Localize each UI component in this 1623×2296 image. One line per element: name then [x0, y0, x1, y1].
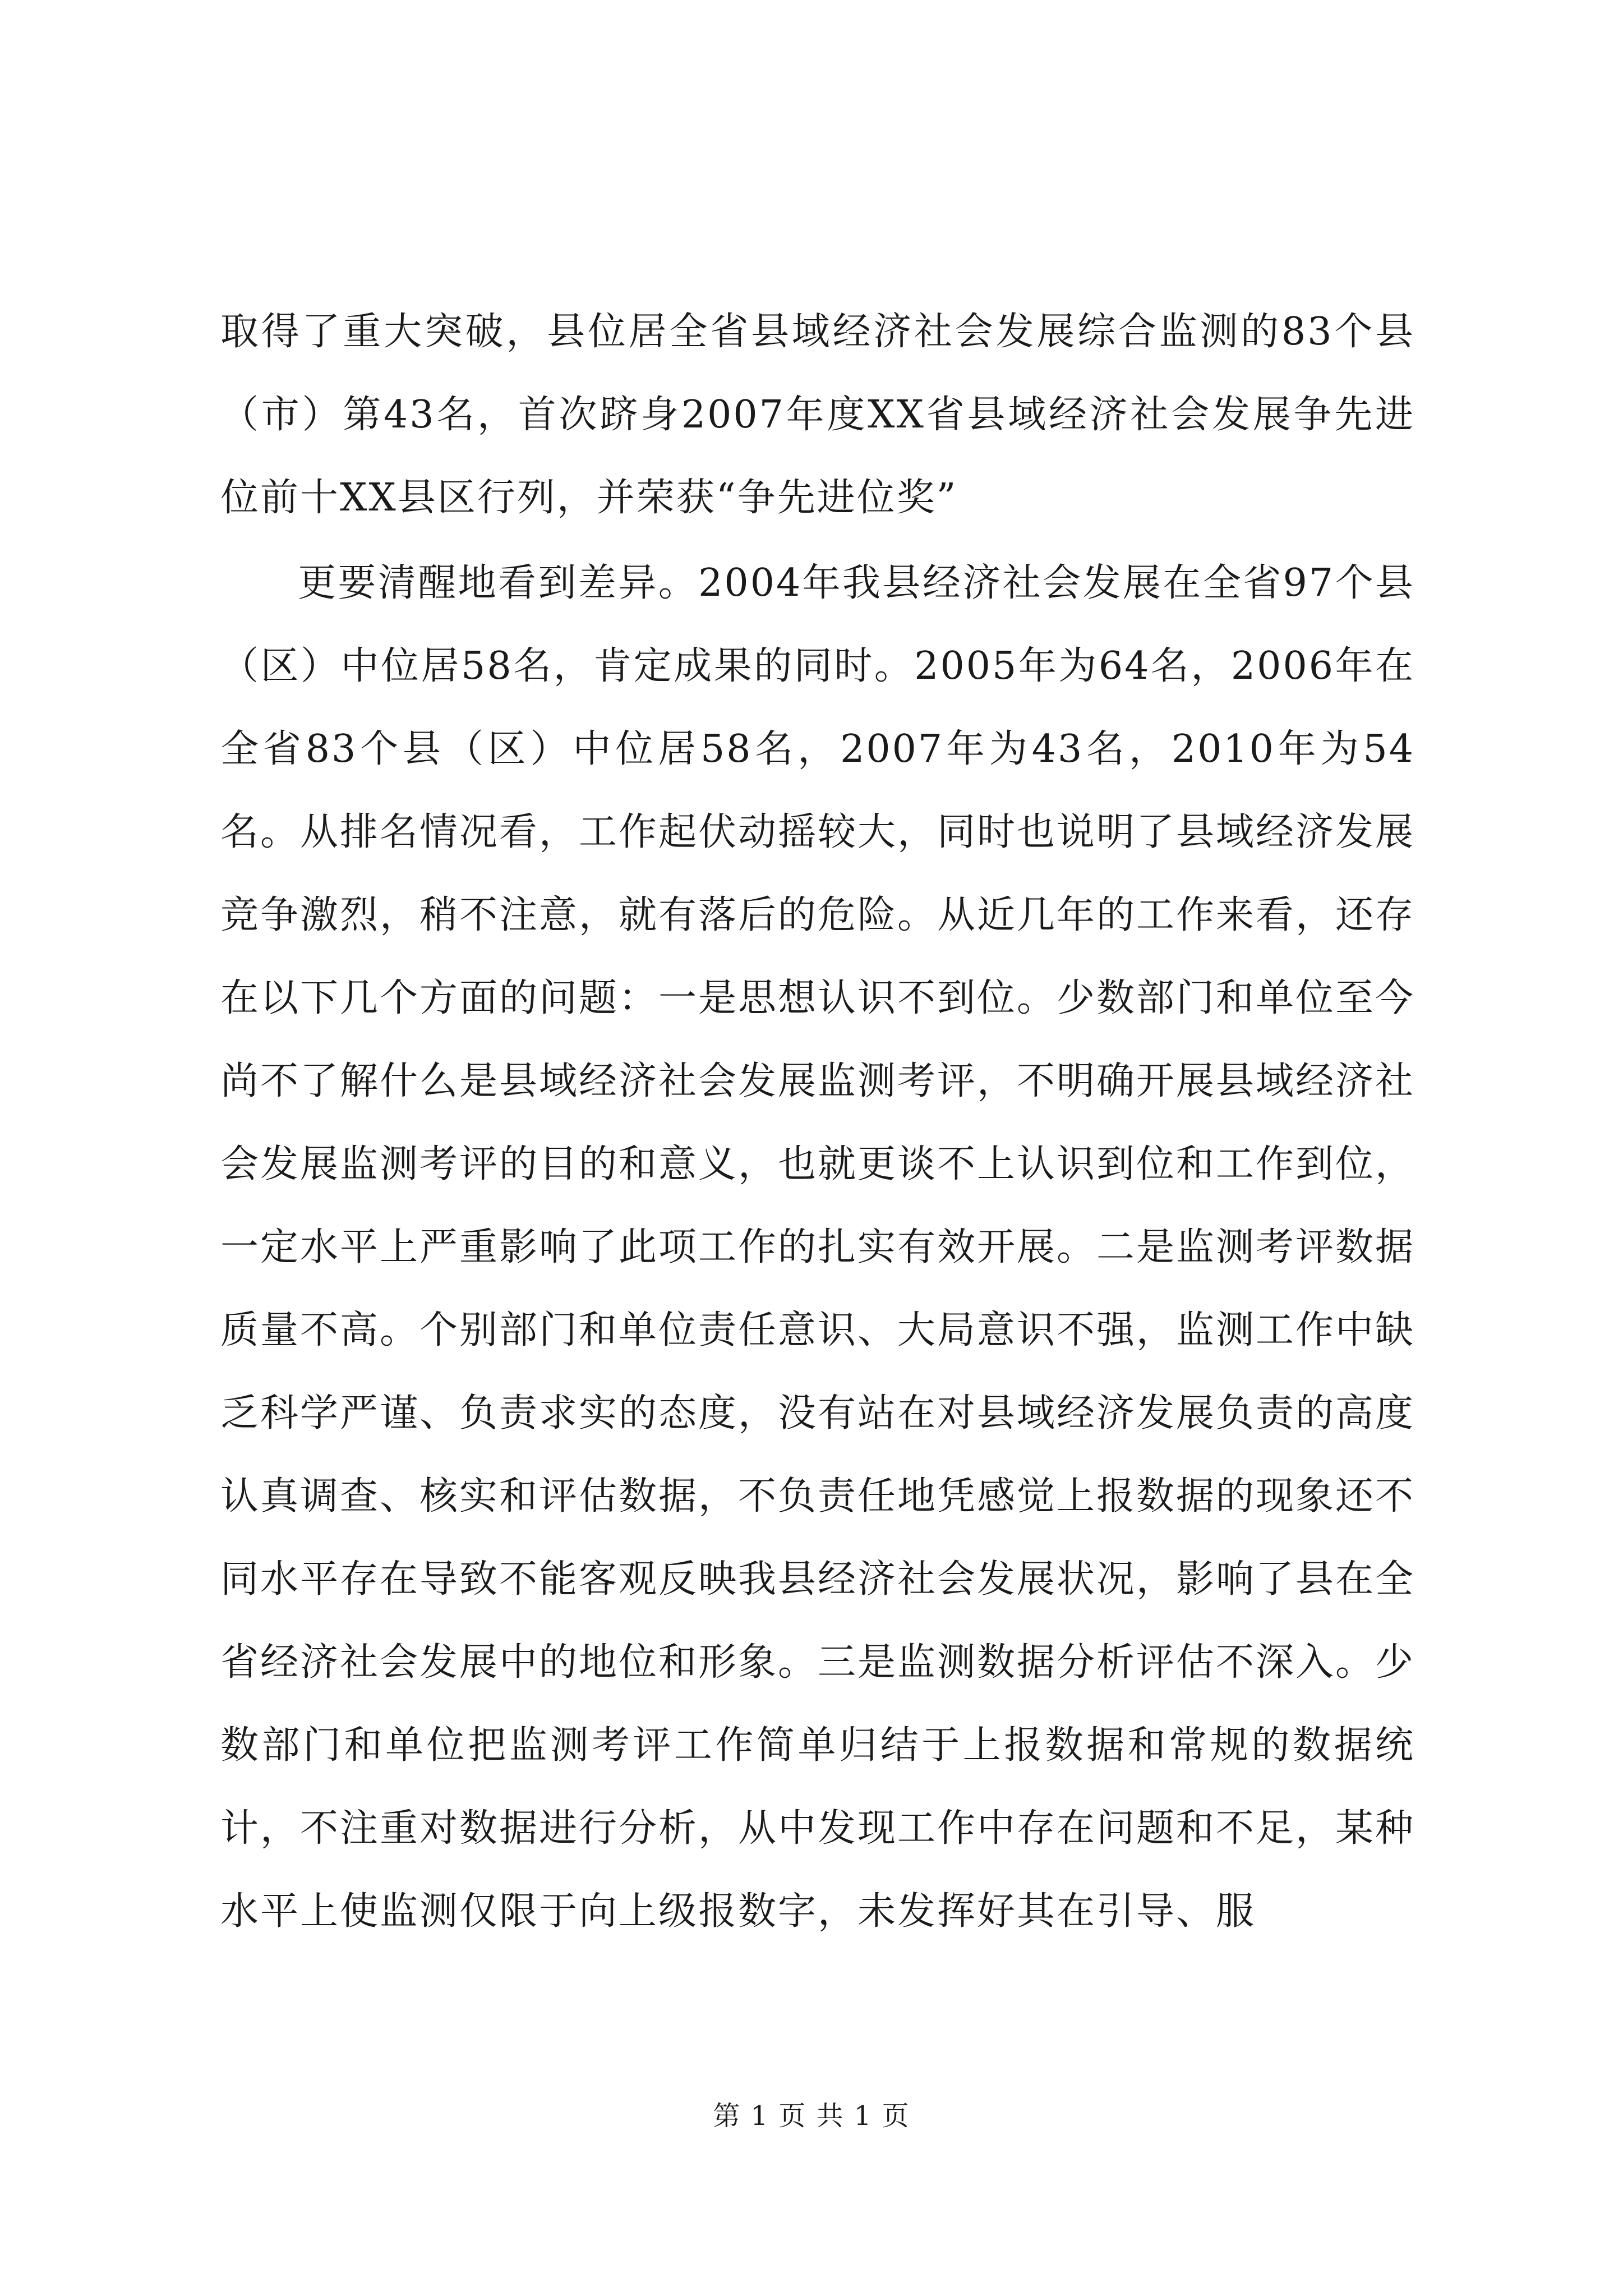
paragraph-2: 更要清醒地看到差异。2004年我县经济社会发展在全省97个县（区）中位居58名，肯定成果的同时。2005年为64名，2006年在全省83个县（区）中位居58名，2007年为43名，2010年为54名。从排名情况看，工作起伏动摇较大，同时也说明了县域经济发展竞争激烈，稍不注意，就有落后的危险。从近几年的工作来看，还存在以下几个方面的问题：一是思想认识不到位。少数部门和单位至今尚不了解什么是县域经济社会发展监测考评，不明确开展县域经济社会发展监测考评的目的和意义，也就更谈不上认识到位和工作到位，一定水平上严重影响了此项工作的扎实有效开展。二是监测考评数据质量不高。个别部门和单位责任意识、大局意识不强，监测工作中缺乏科学严谨、负责求实的态度，没有站在对县域经济发展负责的高度认真调查、核实和评估数据，不负责任地凭感觉上报数据的现象还不同水平存在导致不能客观反映我县经济社会发展状况，影响了县在全省经济社会发展中的地位和形象。三是监测数据分析评估不深入。少数部门和单位把监测考评工作简单归结于上报数据和常规的数据统计，不注重对数据进行分析，从中发现工作中存在问题和不足，某种水平上使监测仅限于向上级报数字，未发挥好其在引导、服 — [220, 561, 1415, 1934]
page-footer: 第 1 页 共 1 页 — [713, 2100, 910, 2132]
document-body — [220, 291, 1415, 1953]
paragraph-1: 取得了重大突破，县位居全省县域经济社会发展综合监测的83个县（市）第43名，首次跻身2007年度XX省县域经济社会发展争先进位前十XX县区行列，并荣获“争先进位奖” — [220, 310, 1415, 520]
